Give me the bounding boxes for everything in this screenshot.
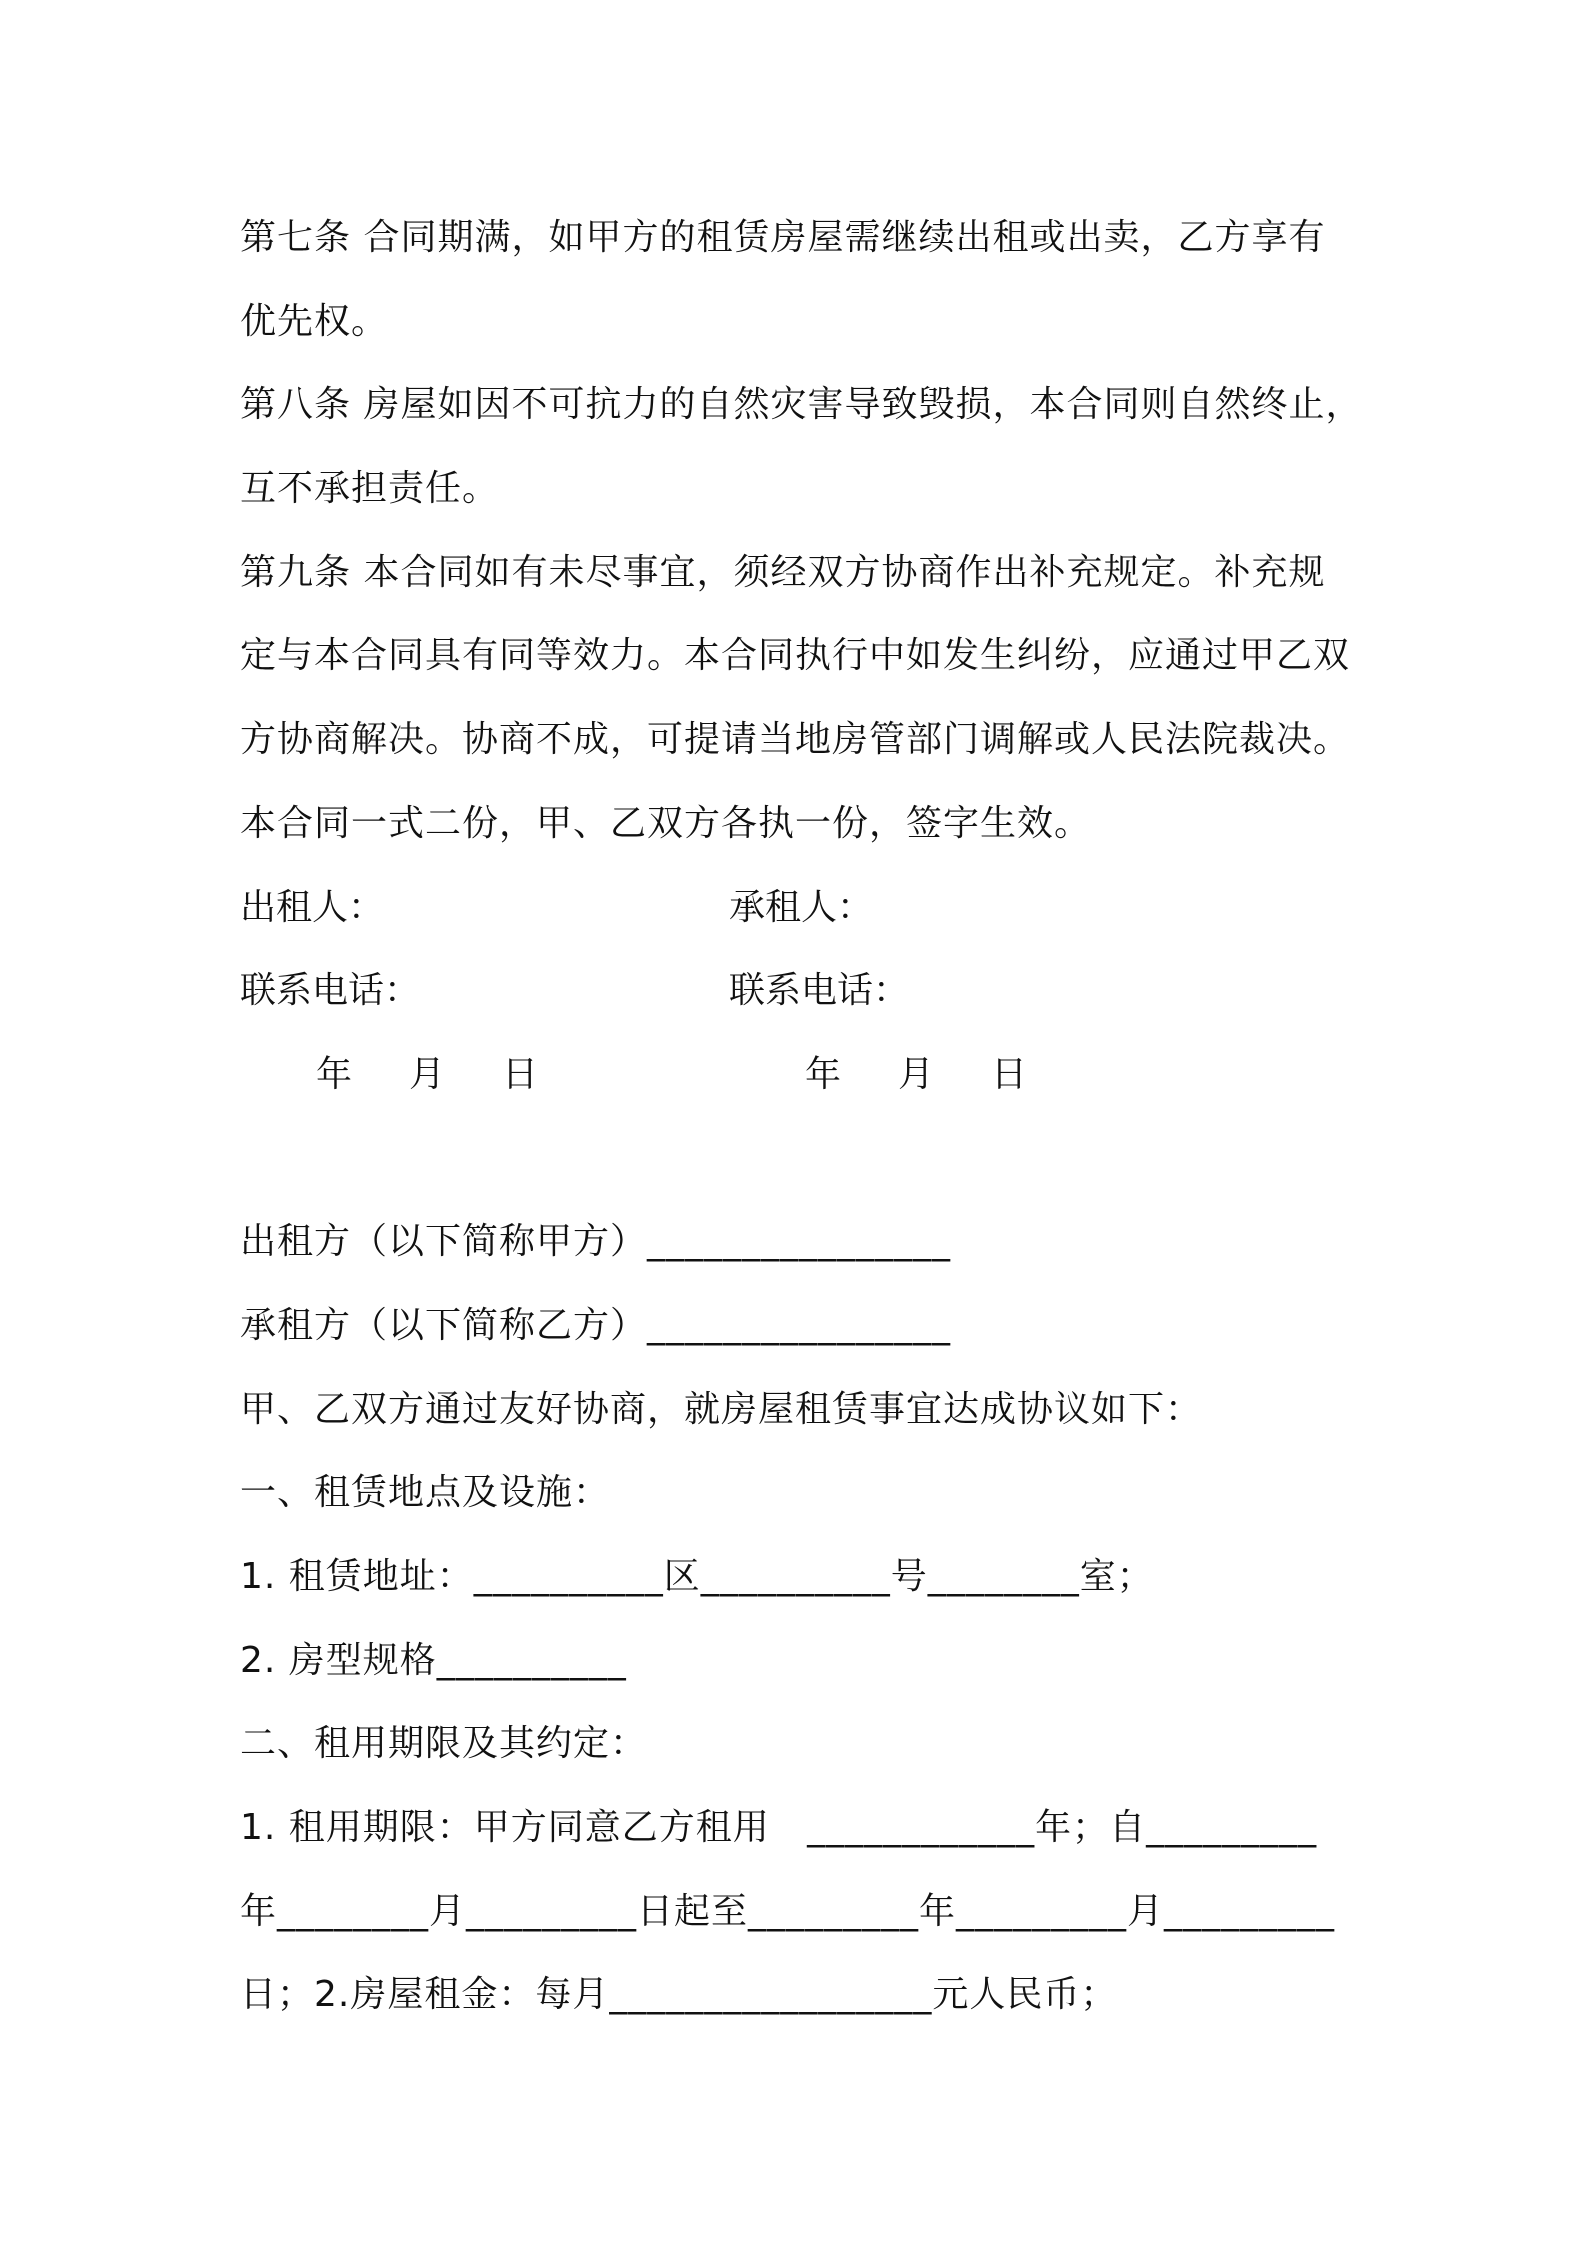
- room-type-line: 2. 房型规格__________: [240, 1639, 627, 1681]
- lessee-date-month: 月: [898, 1053, 935, 1095]
- lease-term-line-3: 日；2.房屋租金：每月_________________元人民币；: [240, 1974, 1118, 2016]
- date-row: [240, 1033, 1380, 1117]
- lease-term-line-1: 1. 租用期限：甲方同意乙方租用 ____________年；自_________: [240, 1807, 1318, 1849]
- lessee-phone-label: 联系电话：: [729, 970, 910, 1012]
- lease-address-line: 1. 租赁地址：__________区__________号________室；: [240, 1556, 1154, 1597]
- article-9-line-1: 第九条 本合同如有未尽事宜，须经双方协商作出补充规定。补充规: [240, 551, 1326, 593]
- article-8-line-1: 第八条 房屋如因不可抗力的自然灾害导致毁损，本合同则自然终止，: [240, 384, 1363, 426]
- article-7-line-2: 优先权。: [240, 300, 389, 342]
- lessee-date-year: 年: [805, 1053, 842, 1095]
- lease-term-line-2: 年________月_________日起至_________年_________月_________: [240, 1890, 1335, 1932]
- party-b-line: 承租方（以下简称乙方）________________: [240, 1304, 952, 1346]
- section-1-title: 一、租赁地点及设施：: [240, 1472, 611, 1514]
- article-8-line-2: 互不承担责任。: [240, 468, 500, 510]
- agreement-intro: 甲、乙双方通过友好协商，就房屋租赁事宜达成协议如下：: [240, 1388, 1203, 1430]
- section-2-title: 二、租用期限及其约定：: [240, 1723, 648, 1765]
- lessee-date-day: 日: [991, 1053, 1028, 1095]
- article-9-line-2: 定与本合同具有同等效力。本合同执行中如发生纠纷，应通过甲乙双: [240, 635, 1351, 677]
- party-a-line: 出租方（以下简称甲方）________________: [240, 1221, 952, 1263]
- lessor-phone-label: 联系电话：: [240, 970, 421, 1012]
- section-gap: [240, 1117, 1380, 1201]
- document-page: [240, 196, 1380, 2037]
- lessor-date-month: 月: [409, 1053, 446, 1095]
- article-9-line-3: 方协商解决。协商不成，可提请当地房管部门调解或人民法院裁决。: [240, 719, 1351, 761]
- lessor-label: 出租人：: [240, 886, 385, 928]
- phone-row: [240, 949, 1380, 1033]
- lessee-label: 承租人：: [729, 886, 874, 928]
- lessor-date-year: 年: [316, 1053, 353, 1095]
- lessor-date-day: 日: [502, 1053, 539, 1095]
- article-7-line-1: 第七条 合同期满，如甲方的租赁房屋需继续出租或出卖，乙方享有: [240, 217, 1326, 258]
- signature-row: [240, 866, 1380, 950]
- copies-clause: 本合同一式二份，甲、乙双方各执一份，签字生效。: [240, 802, 1092, 844]
